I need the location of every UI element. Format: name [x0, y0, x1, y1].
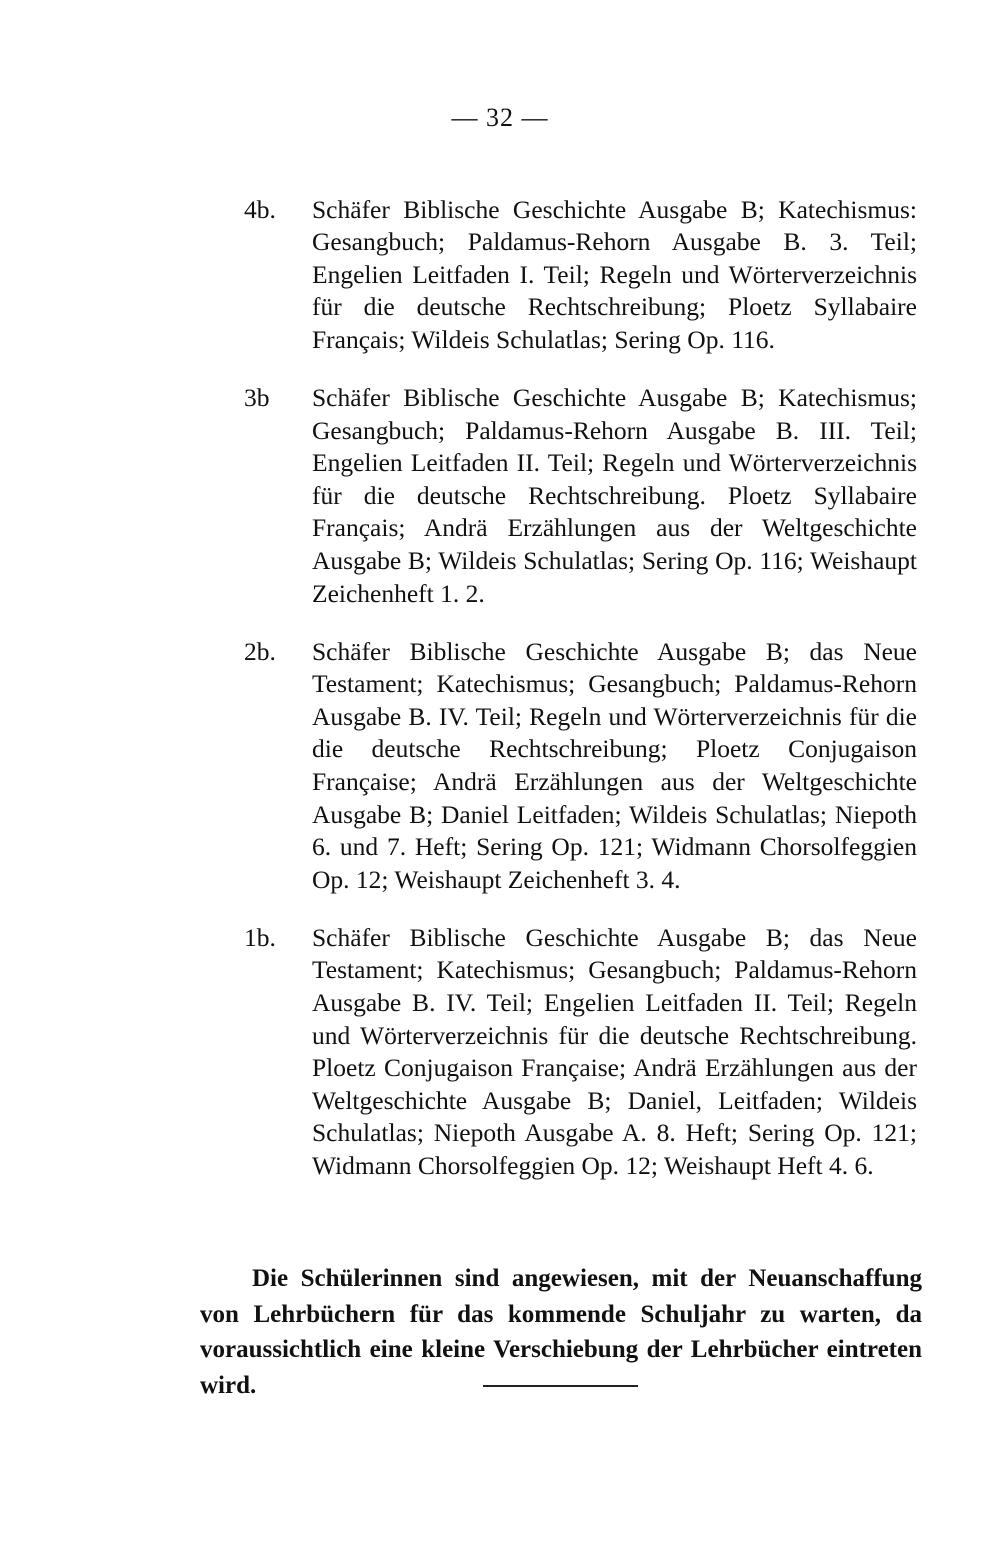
- class-label: 4b.: [244, 194, 276, 224]
- entry-text: Schäfer Biblische Geschichte Ausgabe B; Katechismus; Gesangbuch; Paldamus-Rehorn Ausgabe B. III. Teil; Engelien Leitfaden II. Teil; Regeln und Wörterverzeichnis für die deutsche Rechtschreibung. Ploetz Syllabaire Français; Andrä Erzählungen aus der Weltgeschichte Ausgabe B; Wildeis Schulatlas; Sering Op. 116; Weishaupt Zeichenheft 1. 2.: [312, 382, 917, 608]
- entry-text: Schäfer Biblische Geschichte Ausgabe B; Katechismus: Gesangbuch; Paldamus-Rehorn Ausgabe B. 3. Teil; Engelien Leitfaden I. Teil; Regeln und Wörterverzeichnis für die deutsche Rechtschreibung; Ploetz Syllabaire Français; Wildeis Schulatlas; Sering Op. 116.: [312, 194, 917, 354]
- horizontal-rule: [483, 1385, 638, 1387]
- entry-text: Schäfer Biblische Geschichte Ausgabe B; das Neue Testament; Katechismus; Gesangbuch; Paldamus-Rehorn Ausgabe B. IV. Teil; Engelien Leitfaden II. Teil; Regeln und Wörterverzeichnis für die deutsche Rechtschreibung. Ploetz Conjugaison Française; Andrä Erzählungen aus der Weltgeschichte Ausgabe B; Daniel, Leitfaden; Wildeis Schulatlas; Niepoth Ausgabe A. 8. Heft; Sering Op. 121; Widmann Chorsolfeggien Op. 12; Weishaupt Heft 4. 6.: [312, 922, 917, 1181]
- class-label: 1b.: [244, 922, 276, 952]
- booklist-entry-2b: [0, 636, 1000, 897]
- class-label: 3b: [244, 382, 270, 412]
- booklist-entry-3b: [0, 382, 1000, 610]
- closing-note: Die Schülerinnen sind angewiesen, mit der Neuanschaffung von Lehrbüchern für das kommende Schuljahr zu warten, da voraussichtlich eine kleine Verschiebung der Lehrbücher eintreten wird.: [200, 1265, 922, 1399]
- booklist: [0, 168, 1000, 1208]
- page-number: — 32 —: [451, 103, 549, 132]
- booklist-entry-1b: [0, 922, 1000, 1183]
- entry-text: Schäfer Biblische Geschichte Ausgabe B; das Neue Testament; Katechismus; Gesangbuch; Paldamus-Rehorn Ausgabe B. IV. Teil; Regeln und Wörterverzeichnis für die die deutsche Rechtschreibung; Ploetz Conjugaison Française; Andrä Erzählungen aus der Weltgeschichte Ausgabe B; Daniel Leitfaden; Wildeis Schulatlas; Niepoth 6. und 7. Heft; Sering Op. 121; Widmann Chorsolfeggien Op. 12; Weishaupt Zeichenheft 3. 4.: [312, 636, 917, 894]
- booklist-entry-4b: [0, 194, 1000, 357]
- class-label: 2b.: [244, 636, 276, 666]
